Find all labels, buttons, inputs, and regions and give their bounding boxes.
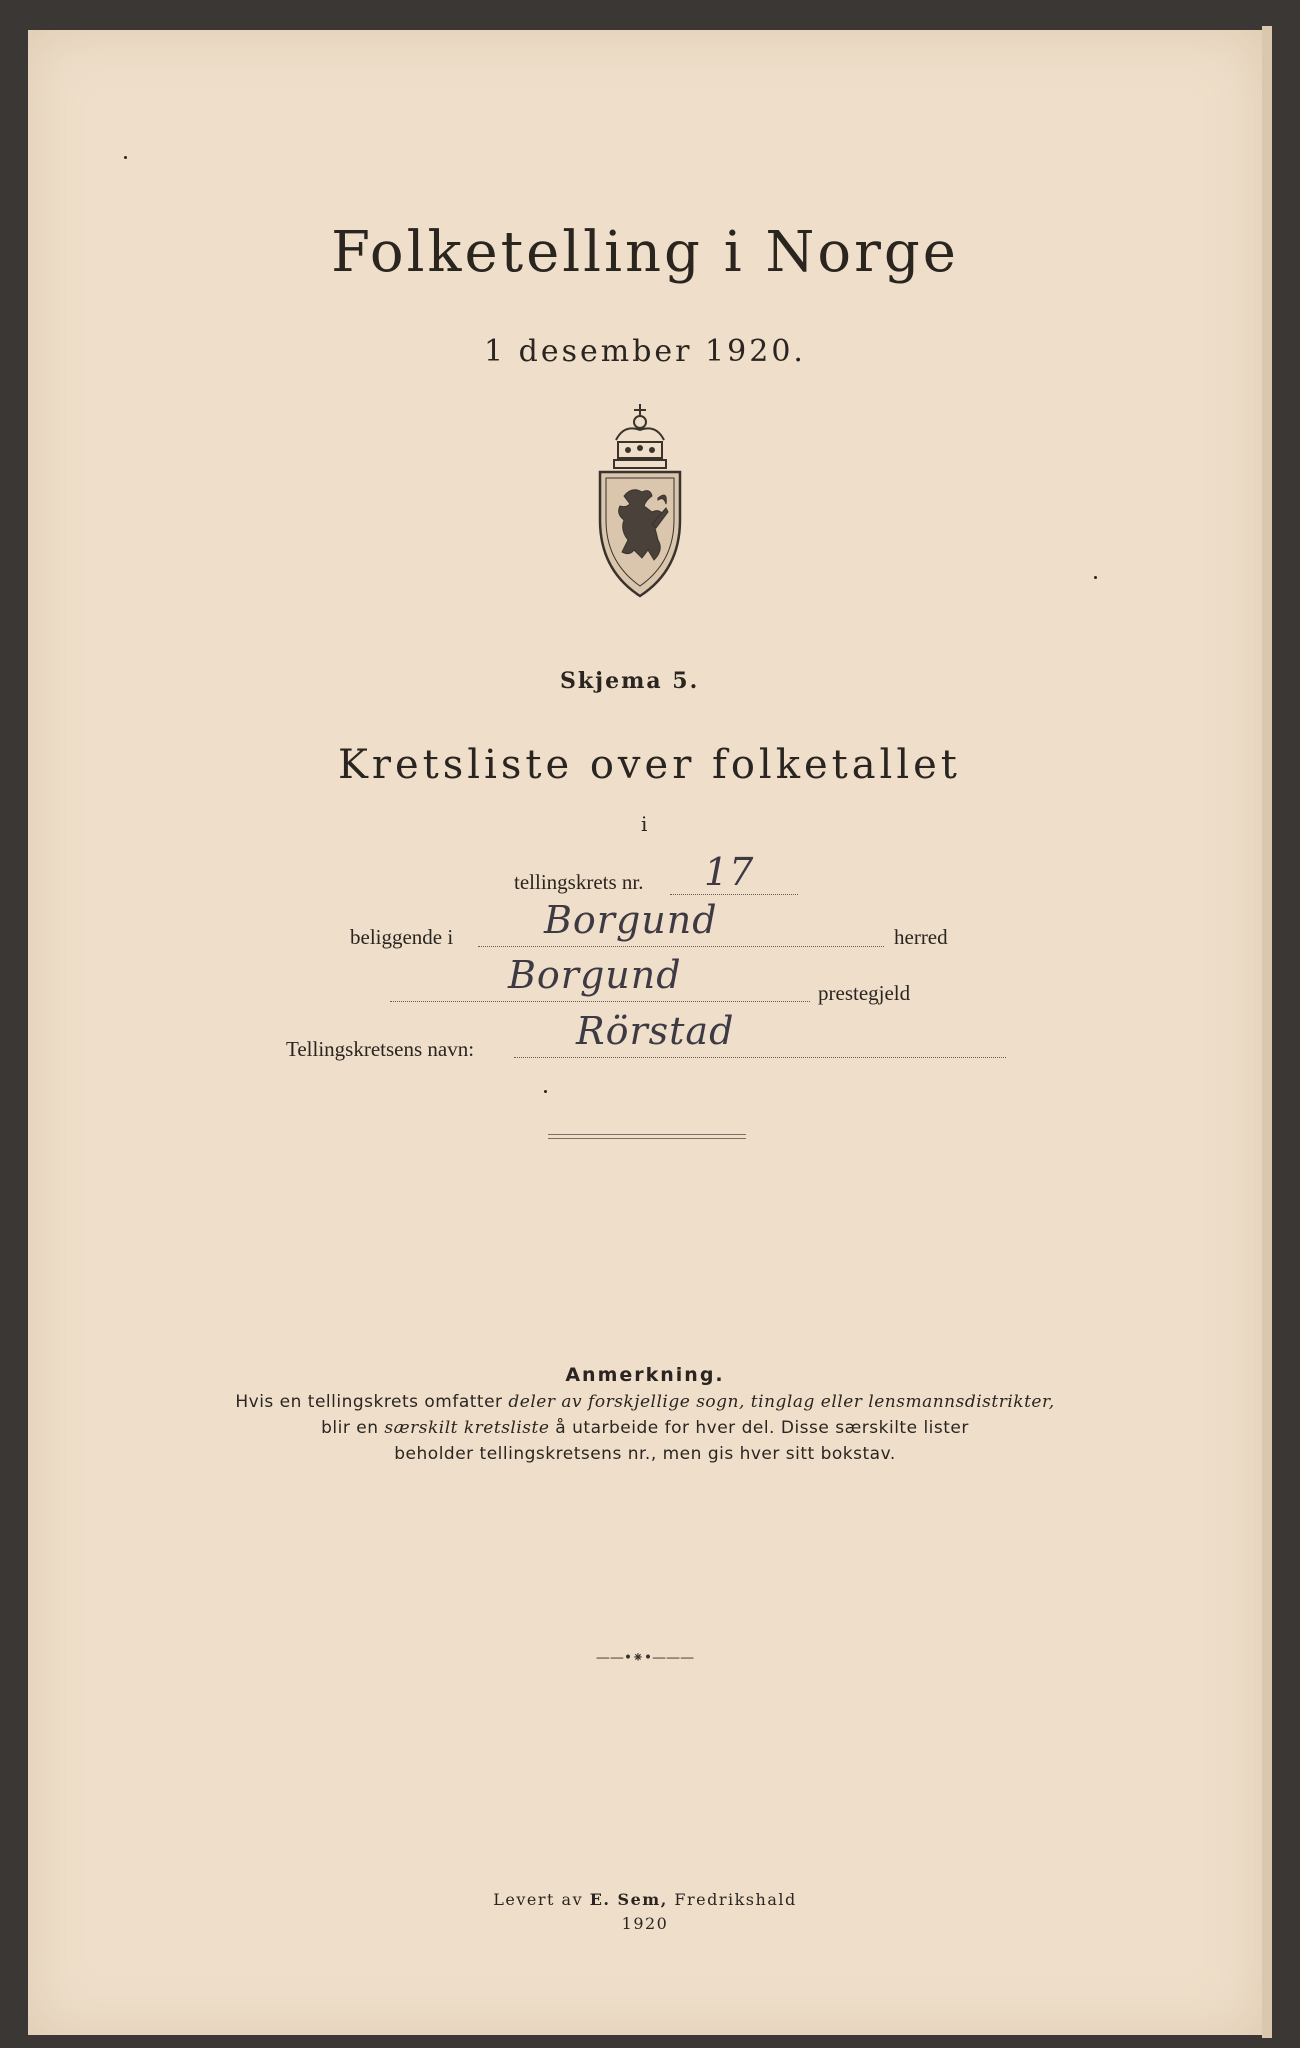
herred-label: herred: [894, 925, 948, 949]
kretsnavn-field[interactable]: [514, 1009, 1006, 1058]
page-edge: [1262, 26, 1272, 2038]
printer-prefix: Levert av: [493, 1890, 590, 1909]
note-line-1-text: Hvis en tellingskrets omfatter: [235, 1392, 509, 1412]
prestegjeld-field[interactable]: [390, 953, 810, 1002]
document-subtitle: Kretsliste over folketallet: [338, 742, 961, 788]
printer-name: E. Sem,: [589, 1890, 668, 1909]
divider-rule: [548, 1134, 746, 1135]
beliggende-label: beliggende i: [350, 925, 454, 949]
prestegjeld-value: Borgund: [508, 953, 682, 997]
divider-rule-second: [548, 1138, 746, 1139]
schema-number: Skjema 5.: [560, 668, 700, 694]
ornament-divider: ——•⁕•———: [595, 1650, 695, 1666]
prestegjeld-label: prestegjeld: [818, 981, 911, 1005]
document-date: 1 desember 1920.: [484, 334, 806, 369]
note-line-1-italic: deler av forskjellige sogn, tinglag eller lensmannsdistrikter,: [508, 1392, 1055, 1412]
ink-speck: [544, 1090, 547, 1093]
kretsnavn-value: Rörstad: [576, 1009, 735, 1053]
document-title: Folketelling i Norge: [331, 220, 959, 285]
note-line-2-text-c: å utarbeide for hver del. Disse særskilte lister: [549, 1418, 969, 1438]
preposition-i: i: [641, 812, 648, 836]
tellingskrets-value: 17: [704, 850, 755, 894]
printer-line: [28, 1890, 1262, 1909]
herred-value: Borgund: [544, 898, 718, 942]
ink-speck: [124, 156, 127, 159]
note-heading: Anmerkning.: [565, 1364, 725, 1386]
note-line-2-text-a: blir en: [321, 1418, 385, 1438]
norwegian-lion-coat-of-arms-icon: [594, 400, 686, 600]
tellingskrets-field[interactable]: [670, 850, 798, 895]
note-line-2: [28, 1418, 1262, 1438]
herred-field[interactable]: [478, 898, 884, 947]
ink-speck: [1094, 576, 1097, 579]
printer-year: 1920: [621, 1914, 669, 1933]
kretsnavn-label: Tellingskretsens navn:: [286, 1037, 475, 1061]
note-line-1: [28, 1392, 1262, 1412]
census-form-page: [28, 30, 1262, 2035]
note-line-2-italic: særskilt kretsliste: [384, 1418, 550, 1438]
note-line-3: beholder tellingskretsens nr., men gis hver sitt bokstav.: [394, 1444, 896, 1464]
printer-city: Fredrikshald: [667, 1890, 797, 1909]
tellingskrets-label: tellingskrets nr.: [514, 870, 644, 894]
